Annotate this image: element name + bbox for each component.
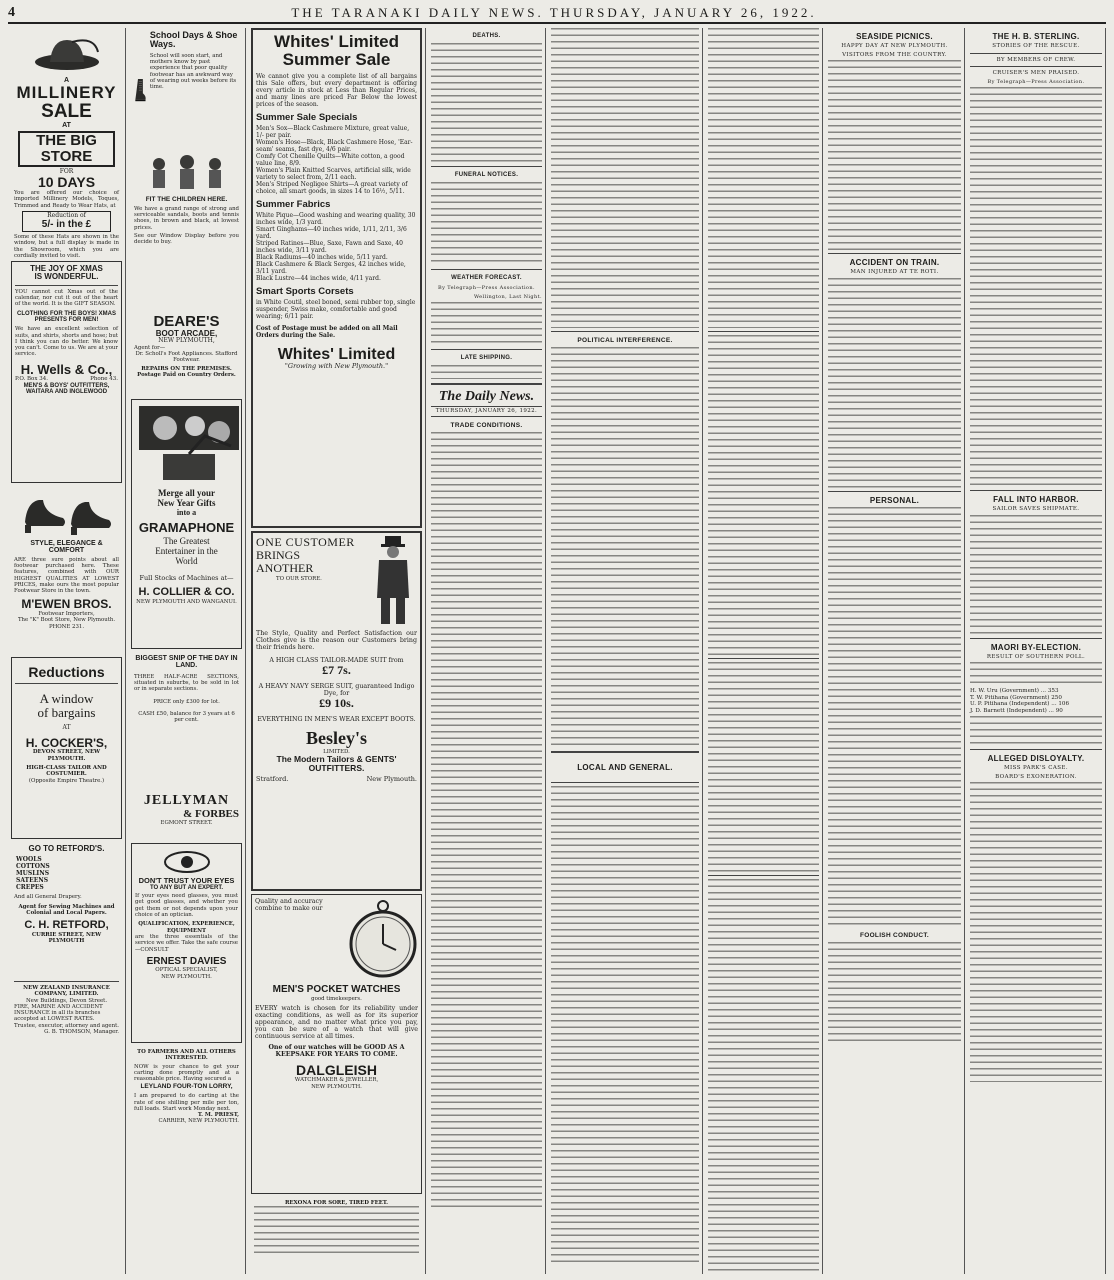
- special-item: Women's Hose—Black, Black Cashmere Hose, 'Ear-seam' seams, fast dye, 4/6 pair.: [256, 138, 413, 153]
- reduction-label: Reduction of: [47, 212, 86, 220]
- big-store-logo: THE BIG STORE: [18, 131, 115, 167]
- disloyalty-sub: MISS PARK'S CASE.: [1004, 765, 1068, 772]
- gramo-sub-2: Entertainer in the: [155, 546, 218, 557]
- column-7: [825, 28, 965, 1274]
- retford-ad: [11, 842, 122, 972]
- fabrics-title: Summer Fabrics: [256, 198, 331, 210]
- millinery-note: Some of these Hats are shown in the window, but a full display is made in the Showroom, which you are cordially invited to visit.: [14, 234, 119, 258]
- praised-sub: CRUISER'S MEN PRAISED.: [992, 70, 1080, 76]
- davies-brand: ERNEST DAVIES: [146, 955, 227, 967]
- rexona-ad: [251, 1197, 422, 1257]
- column-4: [428, 28, 546, 1274]
- davies-town: NEW PLYMOUTH.: [161, 973, 212, 980]
- shipping-heading: LATE SHIPPING.: [460, 355, 513, 361]
- gramo-stock: Full Stocks of Machines at—: [139, 573, 234, 582]
- jellyman-ad: [131, 790, 242, 840]
- candidate-row: U. P. Pitihana (Independent) ... 106: [970, 701, 1070, 708]
- besley-tailor: A HIGH CLASS TAILOR-MADE SUIT from: [269, 657, 404, 664]
- cocker-ad: [11, 657, 122, 839]
- fabric-item: Smart Ginghams—40 inches wide, 1/11, 2/11, 3/6 yard.: [256, 225, 407, 240]
- gramo-line-2: New Year Gifts: [157, 497, 216, 508]
- watch-title: MEN'S POCKET WATCHES: [272, 984, 401, 995]
- maori-text: [970, 716, 1102, 746]
- eyes-body: If your eyes need glasses, you must get good glasses, and whether you get them or not depends upon your choice of an optician.: [135, 893, 238, 919]
- fabric-item: Black Radiums—40 inches wide, 5/11 yard.: [256, 253, 388, 261]
- wells-brand: H. Wells & Co.,: [20, 361, 113, 377]
- visitors-text: [708, 335, 819, 655]
- sale-heading: SALE: [41, 101, 92, 123]
- mcewen-addr: The "K" Boot Store, New Plymouth.: [17, 617, 116, 624]
- land-title: BIGGEST SNIP OF THE DAY IN LAND.: [135, 655, 238, 670]
- besley-ad: [251, 531, 422, 891]
- retford-item: WOOLS: [16, 856, 42, 864]
- carting-tag: CARRIER, NEW PLYMOUTH.: [158, 1118, 239, 1125]
- children-illustration: [137, 154, 237, 194]
- besley-l2: BRINGS: [256, 548, 301, 563]
- deares-items: Dr. Scholl's Foot Appliances. Stafford Footwear.: [135, 350, 238, 364]
- eyes-body-2: are the three essentials of the service we offer. Take the safe course—CONSULT: [135, 933, 238, 953]
- deaths-heading: DEATHS.: [472, 33, 501, 39]
- carting-title: TO FARMERS AND ALL OTHERS INTERESTED.: [137, 1049, 236, 1062]
- eyes-title: DON'T TRUST YOUR EYES: [138, 876, 235, 885]
- deares-note: REPAIRS ON THE PREMISES. Postage Paid on Country Orders.: [137, 365, 236, 378]
- page-number: 4: [8, 5, 16, 20]
- special-item: Women's Plain Knitted Scarves, artificial silk, wide variety to select from, 2/11 each.: [256, 166, 411, 181]
- maori-sub: RESULT OF SOUTHERN POLL.: [986, 653, 1086, 660]
- disloyalty-text: [970, 782, 1102, 1082]
- besley-tag: The Modern Tailors & GENTS' OUTFITTERS.: [276, 754, 397, 774]
- xmas-title-2: IS WONDERFUL.: [34, 272, 99, 282]
- shipping-text: [431, 365, 542, 379]
- carting-lorry: LEYLAND FOUR-TON LORRY,: [140, 1083, 233, 1091]
- school-body-2: We have a grand range of strong and serviceable sandals, boots and tennis shoes, in brown and black, at lowest prices.: [134, 205, 239, 231]
- whites-intro: We cannot give you a complete list of all bargains this Sale offers, but every department is offering every article in stock at Less than Regular Prices, and many lines are priced Far Below the lowest prices of the season.: [256, 72, 417, 108]
- watch-keepsake: One of our watches will be GOOD AS A KEEPSAKE FOR YEARS TO COME.: [268, 1043, 405, 1058]
- column-3: [248, 28, 426, 1274]
- carting-sign: T. M. PRIEST,: [197, 1112, 239, 1119]
- candidate-row: T. W. Pitihana (Government) 250: [970, 694, 1062, 701]
- xmas-sub: CLOTHING FOR THE BOYS! XMAS PRESENTS FOR MEN!: [17, 310, 116, 323]
- school-body: School will soon start, and mothers know by past experience that poor quality footwear has an awkward way of wearing out weeks before its time.: [149, 52, 237, 91]
- column-1: [8, 28, 126, 1274]
- mcewen-tag: Footwear Importers,: [38, 611, 95, 618]
- collier-brand: H. COLLIER & CO.: [138, 586, 235, 599]
- footwear-ad: [11, 486, 122, 654]
- style-title: STYLE, ELEGANCE & COMFORT: [30, 540, 103, 555]
- whites-brand: Whites' Limited: [277, 345, 396, 363]
- eye-illustration: [162, 850, 212, 874]
- reductions-window: A window: [39, 690, 94, 706]
- dalgleish-tag: WATCHMAKER & JEWELLER,: [294, 1077, 379, 1084]
- summer-sale-title: Summer Sale: [282, 49, 391, 69]
- insurance-agent: Trustee, executor, attorney and agent.: [14, 1022, 119, 1029]
- gramo-line-3: into a: [176, 507, 197, 517]
- insurance-body: FIRE, MARINE AND ACCIDENT INSURANCE in all its branches accepted at LOWEST RATES.: [14, 1003, 103, 1023]
- wells-town: WAITARA AND INGLEWOOD: [25, 389, 108, 396]
- picnics-text: [828, 60, 961, 250]
- cocker-brand: H. COCKER'S,: [25, 735, 108, 750]
- maori-intro: [970, 662, 1102, 686]
- special-item: Comfy Cot Chenille Quilts—White cotton, a good value line, 8/9.: [256, 152, 405, 167]
- school-shoes-ad: [131, 28, 242, 308]
- corsets-body: in White Coutil, steel boned, semi rubber top, single suspender, Swiss make, comfortable and good wearing; 6/11 pair.: [256, 298, 416, 320]
- school-caption: FIT THE CHILDREN HERE.: [145, 196, 228, 203]
- funeral-heading: FUNERAL NOTICES.: [454, 172, 519, 178]
- deaths-text: [431, 43, 542, 163]
- weather-by: By Telegraph—Press Association.: [438, 285, 535, 291]
- besley-ltd: LIMITED.: [323, 749, 350, 756]
- school-title: School Days & Shoe Ways.: [149, 30, 238, 50]
- gramo-sub-1: The Greatest: [163, 536, 210, 547]
- foolish-text: [828, 942, 961, 1042]
- retford-item: COTTONS: [16, 863, 50, 871]
- land-cash: CASH £50, balance for 3 years at 6 per cent.: [138, 710, 235, 724]
- retford-addr: CURRIE STREET, NEW PLYMOUTH: [31, 931, 102, 945]
- besley-serge: A HEAVY NAVY SERGE SUIT, guaranteed Indigo Dye, for: [258, 683, 415, 698]
- accident-sub: MAN INJURED AT TE ROTI.: [850, 269, 939, 275]
- wells-tag: MEN'S & BOYS' OUTFITTERS,: [23, 382, 110, 389]
- disloyalty-heading: ALLEGED DISLOYALTY.: [987, 754, 1085, 764]
- deares-town: NEW PLYMOUTH,: [158, 337, 215, 345]
- trade-continued: [551, 28, 699, 328]
- dalgleish-ad: [251, 894, 422, 1194]
- xmas-title-1: THE JOY OF XMAS: [30, 264, 103, 273]
- fabric-item: Striped Ratines—Blue, Saxe, Fawn and Saxe, 40 inches wide, 3/11 yard.: [256, 239, 403, 254]
- xmas-ad: [11, 261, 122, 483]
- land-price: PRICE only £300 for lot.: [153, 698, 220, 705]
- sterling-sub: STORIES OF THE RESCUE.: [992, 43, 1080, 49]
- weather-text: [431, 302, 542, 346]
- xmas-body-2: We have an excellent selection of suits, and shirts, shorts and hose; but I think you can do better. We know you can't. Come to us. We are at your service.: [15, 326, 118, 358]
- dalgleish-brand: DALGLEISH: [296, 1061, 377, 1078]
- dalgleish-town: NEW PLYMOUTH.: [311, 1083, 362, 1090]
- picnics-sub: HAPPY DAY AT NEW PLYMOUTH.: [841, 43, 948, 49]
- harbor-sub: SAILOR SAVES SHIPMATE.: [992, 506, 1080, 512]
- besley-newplymouth: New Plymouth.: [366, 775, 417, 784]
- wells-phone: Phone 43.: [90, 376, 118, 383]
- retford-item: CREPES: [16, 884, 44, 892]
- school-body-3: See our Window Display before you decide to buy.: [134, 233, 239, 246]
- cocker-near: (Opposite Empire Theatre.): [28, 777, 105, 784]
- board-sub: BOARD'S EXONERATION.: [995, 773, 1077, 780]
- cruiser-text: [708, 28, 819, 328]
- sterling-text: [970, 87, 1102, 487]
- jellyman-brand: JELLYMAN: [143, 793, 230, 808]
- millinery-a: A: [63, 77, 70, 84]
- masthead: [8, 4, 1106, 24]
- mcewen-brand: M'EWEN BROS.: [21, 597, 112, 612]
- gramophone-illustration: [135, 406, 242, 486]
- millinery-heading: MILLINERY: [16, 83, 117, 103]
- besley-body: The Style, Quality and Perfect Satisfaction our Clothes give is the reason our Customers bring their friends here.: [256, 630, 417, 651]
- candidate-row: H. W. Uru (Government) ... 353: [970, 688, 1059, 694]
- harbor-heading: FALL INTO HARBOR.: [993, 495, 1079, 504]
- collier-town: NEW PLYMOUTH AND WANGANUI.: [136, 598, 237, 605]
- gramo-brand: GRAMAPHONE: [138, 519, 235, 535]
- local-continued: [708, 879, 819, 1274]
- watch-quality: Quality and accuracy combine to make our: [255, 898, 323, 912]
- deares-ad: [131, 311, 242, 396]
- price-serge: £9 10s.: [319, 696, 354, 711]
- insurance-ad: [11, 975, 122, 1038]
- masthead-title: THE TARANAKI DAILY NEWS. THURSDAY, JANUARY 26, 1922.: [291, 5, 817, 20]
- personal-heading: PERSONAL.: [869, 495, 920, 505]
- press-association: By Telegraph—Press Association.: [987, 78, 1085, 85]
- column-5: [548, 28, 703, 1274]
- accident-heading: ACCIDENT ON TRAIN.: [849, 258, 940, 267]
- sterling-heading: THE H. B. STERLING.: [992, 32, 1080, 41]
- price-suit: £7 7s.: [322, 663, 351, 677]
- reductions-bargains: of bargains: [37, 704, 96, 720]
- fabric-item: White Pique—Good washing and wearing quality, 30 inches wide, 1/3 yard.: [256, 211, 416, 226]
- mcewen-phone: PHONE 231.: [48, 623, 85, 630]
- fabric-item: Black Cashmere & Black Serges, 42 inches wide, 3/11 yard.: [256, 260, 406, 275]
- wells-box: P.O. Box 34.: [15, 376, 48, 383]
- picnics-heading: SEASIDE PICNICS.: [856, 32, 933, 41]
- trade-heading: TRADE CONDITIONS.: [450, 421, 523, 429]
- special-item: Men's Striped Negligee Shirts—A great variety of choice, all smart goods, in sizes 14 to 16½, 5/11.: [256, 180, 408, 195]
- besley-stratford: Stratford.: [256, 775, 289, 784]
- whites-postage: Cost of Postage must be added on all Mail Orders during the Sale.: [256, 324, 398, 339]
- gramo-sub-3: World: [175, 556, 198, 566]
- weather-heading: WEATHER FORECAST.: [451, 275, 522, 281]
- reduction-fraction: 5/- in the £: [41, 218, 92, 230]
- besley-l4: TO OUR STORE.: [276, 575, 322, 582]
- local-text: [551, 786, 699, 1266]
- whites-ad: [251, 28, 422, 528]
- jellyman-forbes: & FORBES: [183, 808, 239, 821]
- trade-text: [431, 432, 542, 1212]
- shoes-illustration: [17, 492, 117, 537]
- visitors-sub: VISITORS FROM THE COUNTRY.: [842, 51, 947, 58]
- millinery-body: You are offered our choice of imported Millinery Models, Toques, Trimmed and Ready to Wear Hats, at: [14, 190, 119, 209]
- specials-title: Summer Sale Specials: [256, 111, 358, 123]
- style-body: ARE three sure points about all footwear purchased here. These features, combined with OUR HIGHEST QUALITIES AT LOWEST PRICES, make ours the most popular Footwear Store in the town.: [14, 556, 119, 595]
- weather-place: Wellington, Last Night.: [474, 293, 542, 300]
- accident-text: [828, 278, 961, 488]
- maori-heading: MAORI BY-ELECTION.: [990, 642, 1082, 652]
- eyes-qual: QUALIFICATION, EXPERIENCE, EQUIPMENT: [138, 921, 235, 934]
- column-8: [967, 28, 1106, 1274]
- besley-everything: EVERYTHING IN MEN'S WEAR EXCEPT BOOTS.: [257, 716, 416, 724]
- insurance-sign: G. B. THOMSON, Manager.: [44, 1029, 119, 1036]
- rexona-title: REXONA FOR SORE, TIRED FEET.: [284, 1200, 389, 1206]
- crew-sub: BY MEMBERS OF CREW.: [996, 56, 1076, 63]
- corsets-title: Smart Sports Corsets: [256, 285, 354, 297]
- retford-item: MUSLINS: [16, 870, 50, 878]
- hat-illustration: [32, 34, 102, 74]
- political-text: [551, 347, 699, 747]
- retford-title: GO TO RETFORD'S.: [28, 844, 105, 853]
- millinery-at: AT: [62, 122, 71, 130]
- watch-body: EVERY watch is chosen for its reliability under exacting conditions, as well as for its superior appearance, and no matter what price you pay, you can be sure of a watch that will give continuous service at all times.: [255, 1004, 418, 1040]
- pocket-watch-icon: [348, 898, 418, 982]
- harbor-text: [970, 515, 1102, 635]
- millinery-ad: [11, 28, 122, 258]
- foolish-heading: FOOLISH CONDUCT.: [859, 931, 930, 939]
- maori-results: [970, 688, 1102, 714]
- jellyman-addr: EGMONT STREET.: [160, 820, 213, 827]
- deares-agent: Agent for—: [134, 344, 166, 351]
- special-item: Men's Sox—Black Cashmere Mixture, great value, 1/- per pair.: [256, 124, 410, 139]
- davies-tag: OPTICAL SPECIALIST,: [155, 967, 218, 974]
- whites-tag: "Growing with New Plymouth.": [284, 362, 389, 371]
- besley-brand: Besley's: [306, 728, 367, 749]
- deares-brand: DEARE'S: [153, 313, 220, 330]
- political-heading: POLITICAL INTERFERENCE.: [577, 337, 673, 344]
- besley-l3: ANOTHER: [256, 561, 314, 576]
- funeral-text: [431, 182, 542, 266]
- insurance-title: NEW ZEALAND INSURANCE COMPANY, LIMITED.: [23, 985, 110, 998]
- column-6: [705, 28, 823, 1274]
- retford-brand: C. H. RETFORD,: [24, 919, 109, 932]
- reductions-at: AT: [62, 724, 71, 732]
- land-body: THREE HALF-ACRE SECTIONS, situated in suburbs, to be sold in lot or in separate sections.: [134, 673, 239, 693]
- xmas-body: YOU cannot cut Xmas out of the calendar, nor cut it out of the heart of the world. It is the GIFT SEASON.: [15, 288, 118, 308]
- retford-body: And all General Drapery.: [14, 894, 82, 901]
- insurance-addr: New Buildings, Devon Street.: [25, 997, 108, 1004]
- local-heading: LOCAL AND GENERAL.: [577, 763, 673, 772]
- retford-agent: Agent for Sewing Machines and Colonial and Local Papers.: [18, 903, 115, 916]
- paper-date: THURSDAY, JANUARY 26, 1922.: [431, 406, 542, 417]
- candidate-row: J. D. Barnett (Independent) ... 90: [970, 707, 1063, 714]
- column-2: [128, 28, 246, 1274]
- besley-l1: ONE CUSTOMER: [256, 535, 355, 549]
- watch-sub: good timekeepers.: [311, 995, 362, 1002]
- gramo-line-1: Merge all your: [158, 488, 215, 498]
- gramophone-ad: [131, 399, 242, 649]
- eyes-sub: TO ANY BUT AN EXPERT.: [149, 884, 223, 891]
- whites-title: Whites' Limited: [274, 32, 399, 51]
- carting-ad: [131, 1046, 242, 1128]
- deares-sub: BOOT ARCADE,: [155, 328, 218, 338]
- paper-nameplate: The Daily News.: [438, 389, 535, 404]
- personal-text: [828, 507, 961, 927]
- columned-text: [708, 662, 819, 872]
- carting-body-2: I am prepared to do carting at the rate of one shilling per mile per ton, full loads. Start work Monday next.: [134, 1093, 239, 1112]
- optician-ad: [131, 843, 242, 1043]
- fabric-item: Black Lustre—44 inches wide, 4/11 yard.: [256, 274, 381, 282]
- cocker-tag: HIGH-CLASS TAILOR AND COSTUMIER.: [26, 764, 107, 778]
- gentleman-illustration: [369, 536, 417, 626]
- reductions-title: Reductions: [28, 664, 105, 680]
- carting-body: NOW is your chance to get your carting done promptly and at a reasonable price. Having secured a: [134, 1063, 239, 1083]
- boot-illustration: [134, 31, 147, 151]
- land-ad: [131, 652, 242, 787]
- ten-days: 10 DAYS: [37, 174, 96, 191]
- cocker-addr: DEVON STREET, NEW PLYMOUTH.: [32, 749, 101, 762]
- retford-item: SATEENS: [16, 877, 49, 885]
- millinery-for: FOR: [59, 167, 74, 175]
